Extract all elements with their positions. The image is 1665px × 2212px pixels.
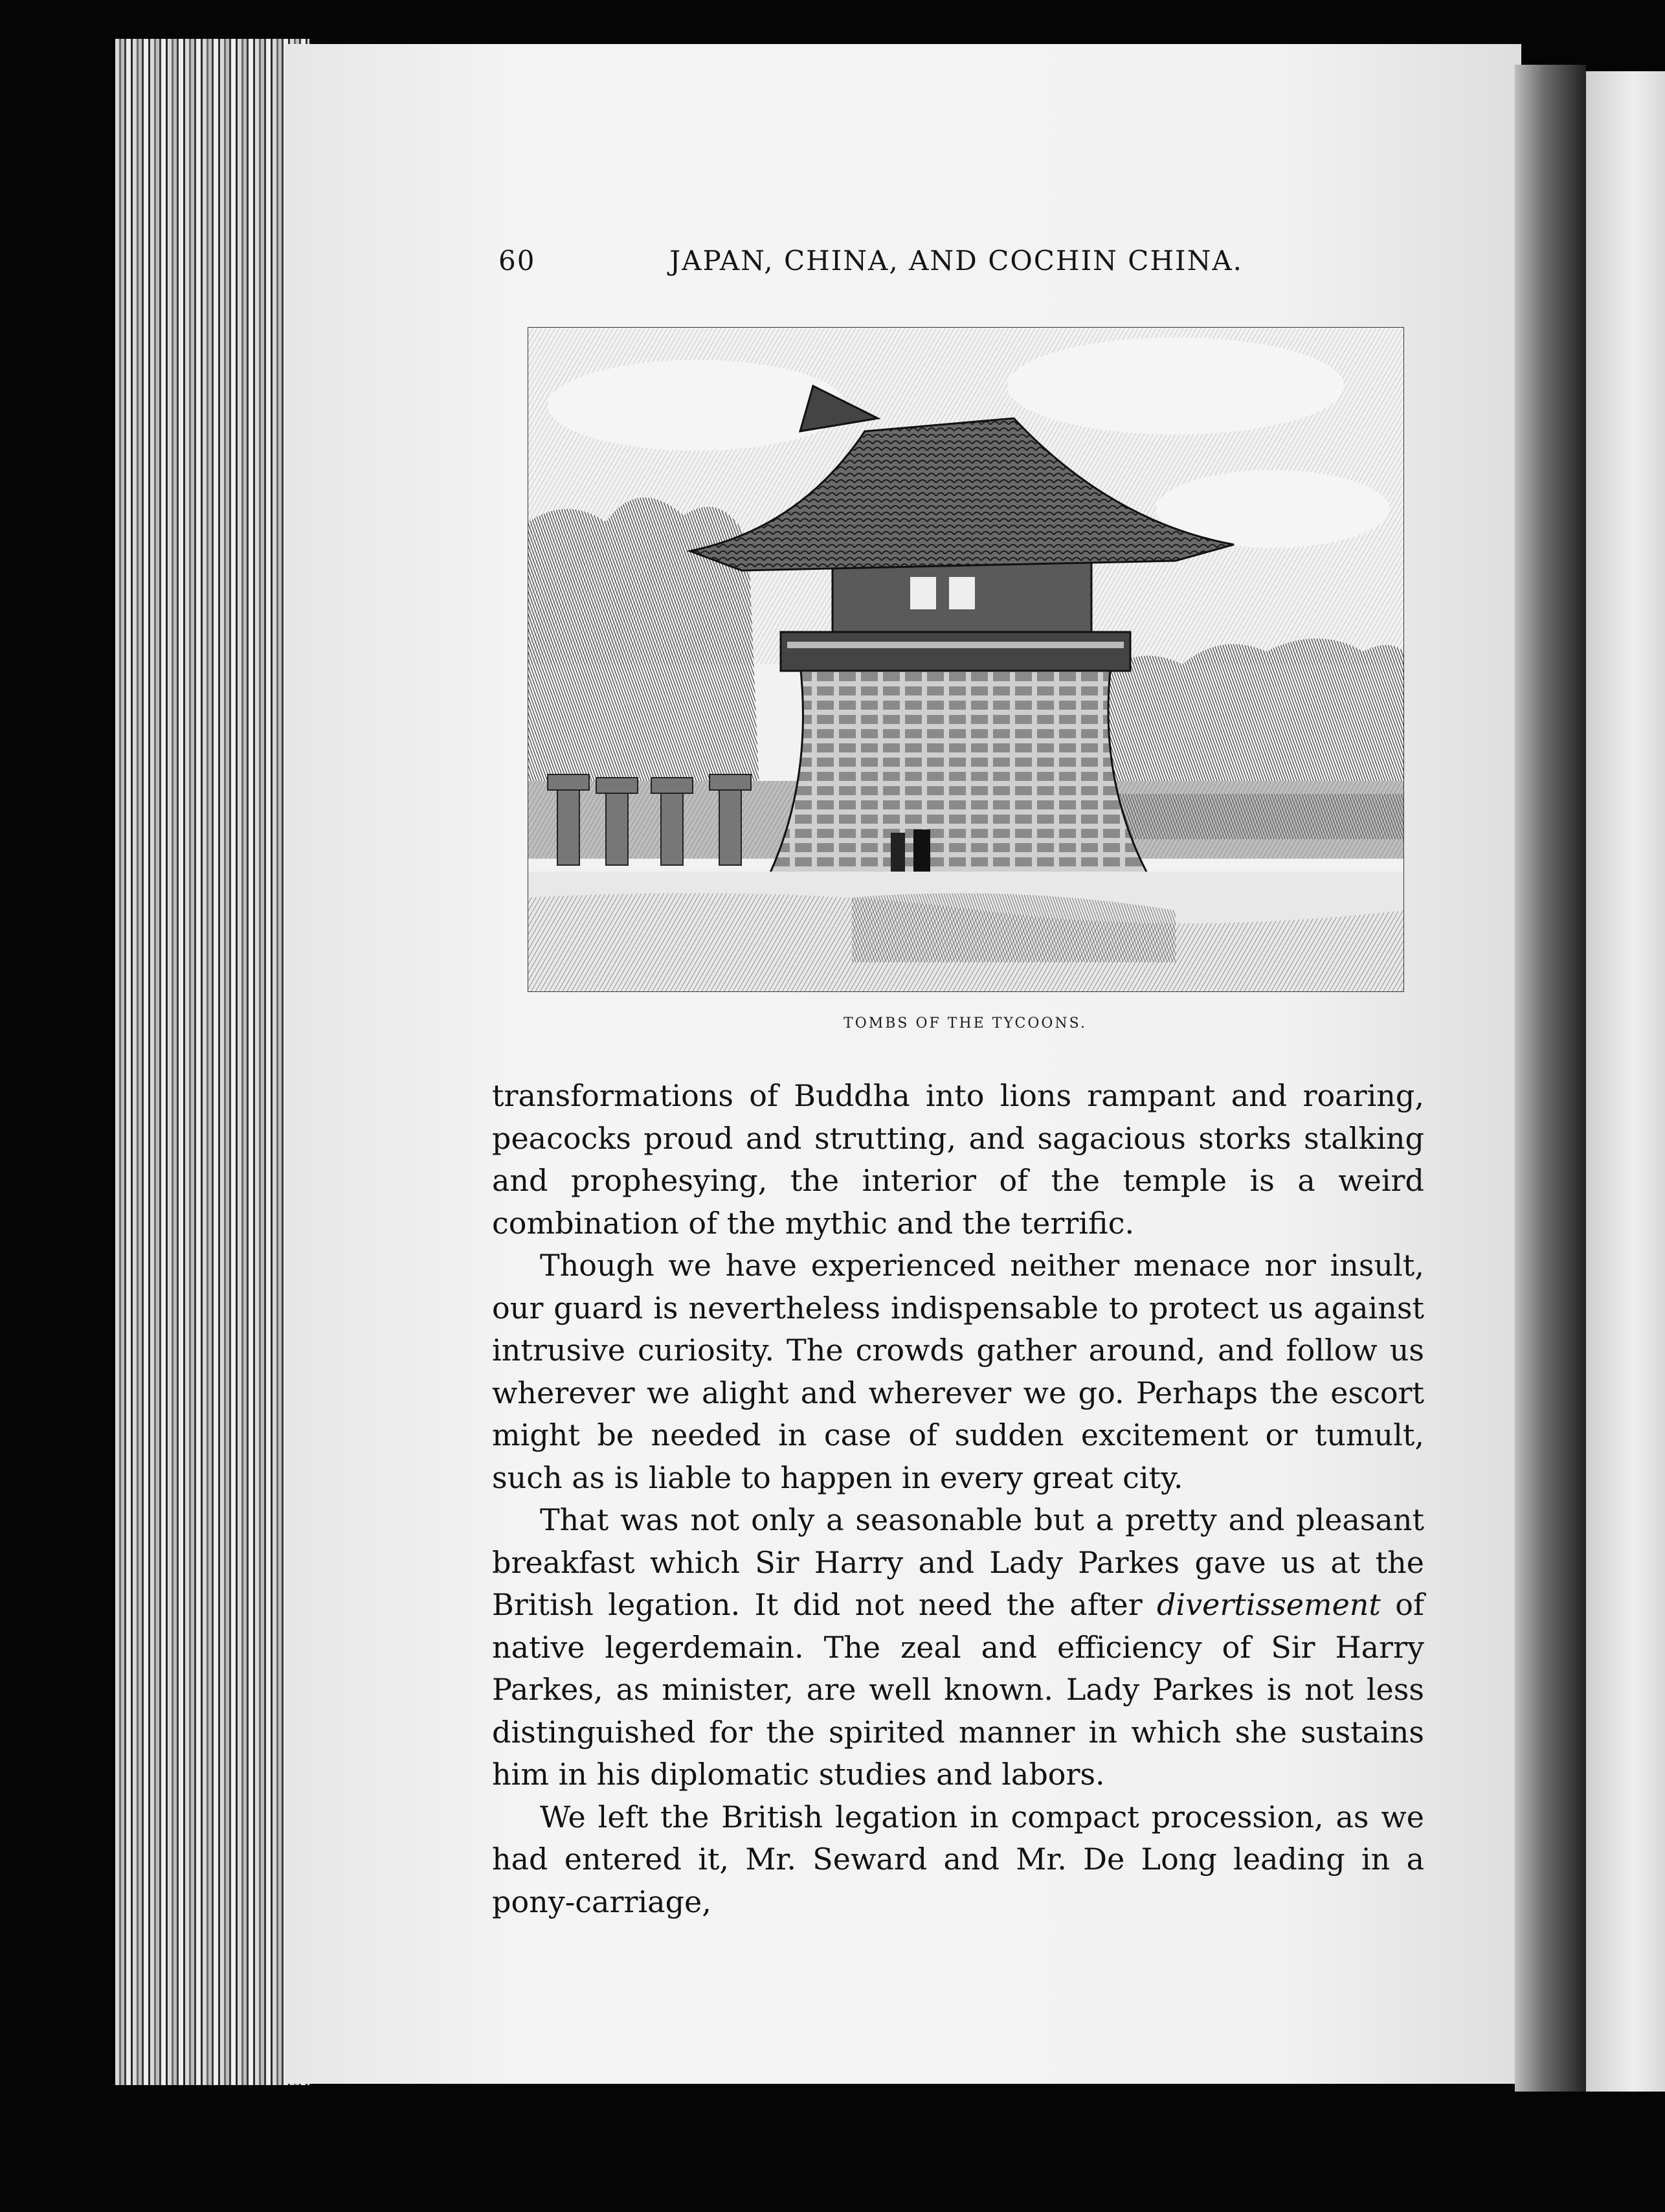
paragraph-3-after: of native legerdemain. The zeal and efficiency of Sir Harry Parkes, as minister, are well known. Lady Parkes is not less distinguished for the spirited manner in which she sustains him in his diplomatic studies and labors. [492,1587,1425,1792]
facing-page-edge [1586,71,1665,2092]
running-head-title: JAPAN, CHINA, AND COCHIN CHINA. [669,245,1243,276]
paragraph-2: Though we have experienced neither menace nor insult, our guard is nevertheless indispensable to protect us against intrusive curiosity. The crowds gather around, and follow us wherever we alight and wherever we go. Perhaps the escort might be needed in case of sudden excitement or tumult, such as is liable to happen in every great city. [492,1248,1424,1495]
illustration-caption: TOMBS OF THE TYCOONS. [844,1015,1087,1032]
book-page-edges [115,39,309,2085]
paragraph-1: transformations of Buddha into lions rampant and roaring, peacocks proud and strutting, and sagacious storks stalking and prophesying, the interior of the temple is a weird combination of the mythic and the terrific. [492,1078,1424,1241]
paragraph-3 [492,1499,1424,1796]
body-text [492,1075,1424,1923]
engraving-illustration [528,327,1404,992]
paragraph-3-before: That was not only a seasonable but a pretty and pleasant breakfast which Sir Harry and Lady Parkes gave us at the British legation. It did not need the after [492,1502,1424,1622]
gutter-shadow [1515,65,1586,2092]
running-head [498,245,1243,284]
paragraph-3-italic: divertissement [1156,1587,1381,1622]
page-number: 60 [498,245,536,276]
paragraph-4: We left the British legation in compact procession, as we had entered it, Mr. Seward and Mr. De Long leading in a pony-carriage, [492,1799,1424,1919]
pagoda-engraving-image [528,328,1403,991]
